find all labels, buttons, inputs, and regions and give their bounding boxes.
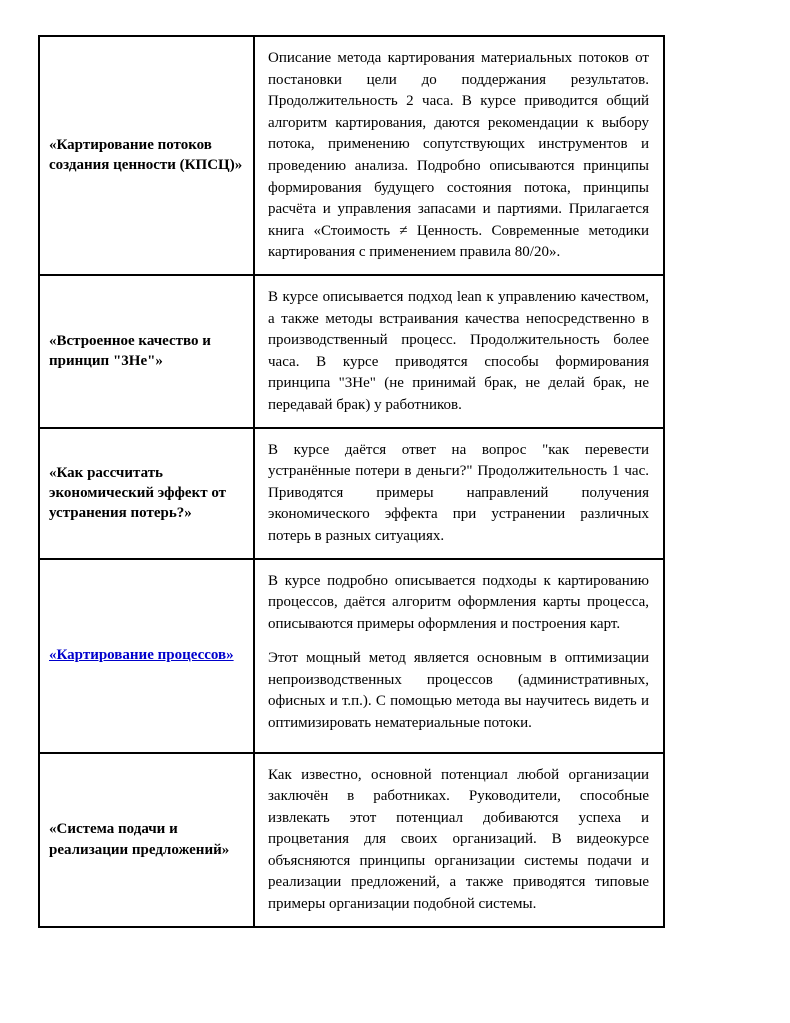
course-link[interactable]: «Картирование процессов» (49, 647, 234, 664)
course-description: В курсе даётся ответ на вопрос "как перевести устранённые потери в деньги?" Продолжительность 1 час. Приводятся примеры направлений получения экономического эффекта при устранении различных потерь в разных ситуациях. (268, 441, 649, 544)
course-title: «Система подачи и реализации предложений» (49, 821, 230, 858)
course-description-cell (254, 275, 664, 428)
course-title-cell (39, 559, 254, 753)
course-description: Как известно, основной потенциал любой организации заключён в работниках. Руководители, способные извлекать этот потенциал добиваются успеха и процветания для своих организаций. В видеокурсе объясняются принципы организации системы подачи и реализации предложений, а также приводятся типовые примеры организации подобной системы. (268, 766, 649, 913)
course-title: «Встроенное качество и принцип "3Не"» (49, 332, 211, 370)
course-title-cell (39, 36, 254, 275)
table-row (39, 36, 664, 275)
course-description-cell (254, 753, 664, 927)
course-description: Описание метода картирования материальных потоков от постановки цели до поддержания результатов. Продолжительность 2 часа. В курсе приводится общий алгоритм картирования, даются рекомендации к выбору потока, применению сопутствующих инструментов и проведению анализа. Подробно описываются принципы формирования будущего состояния потока, принципы расчёта и управления запасами и партиями. Прилагается книга «Стоимость ≠ Ценность. Современные методики картирования с применением правила 80/20». (268, 50, 649, 261)
course-title-cell (39, 428, 254, 559)
course-title: «Картирование потоков создания ценности (КПСЦ)» (49, 137, 243, 174)
course-table (38, 35, 665, 928)
course-title: «Как рассчитать экономический эффект от устранения потерь?» (49, 464, 227, 522)
course-description-cell (254, 428, 664, 559)
table-row (39, 275, 664, 428)
course-description: Этот мощный метод является основным в оптимизации непроизводственных процессов (административных, офисных и т.п.). С помощью метода вы научитесь видеть и оптимизировать нематериальные потоки. (268, 650, 649, 732)
course-description-cell (254, 36, 664, 275)
table-row (39, 753, 664, 927)
course-title-cell (39, 275, 254, 428)
table-row (39, 428, 664, 559)
course-title-cell (39, 753, 254, 927)
course-description: В курсе подробно описывается подходы к картированию процессов, даётся алгоритм оформления карты процесса, описываются примеры оформления и построения карт. (268, 572, 649, 632)
course-description-cell (254, 559, 664, 753)
table-row (39, 559, 664, 753)
course-description: В курсе описывается подход lean к управлению качеством, а также методы встраивания качества непосредственно в производственный процесс. Продолжительность более часа. В курсе приводятся способы формирования принципа "3Не" (не принимай брак, не делай брак, не передавай брак) у работников. (268, 288, 649, 413)
